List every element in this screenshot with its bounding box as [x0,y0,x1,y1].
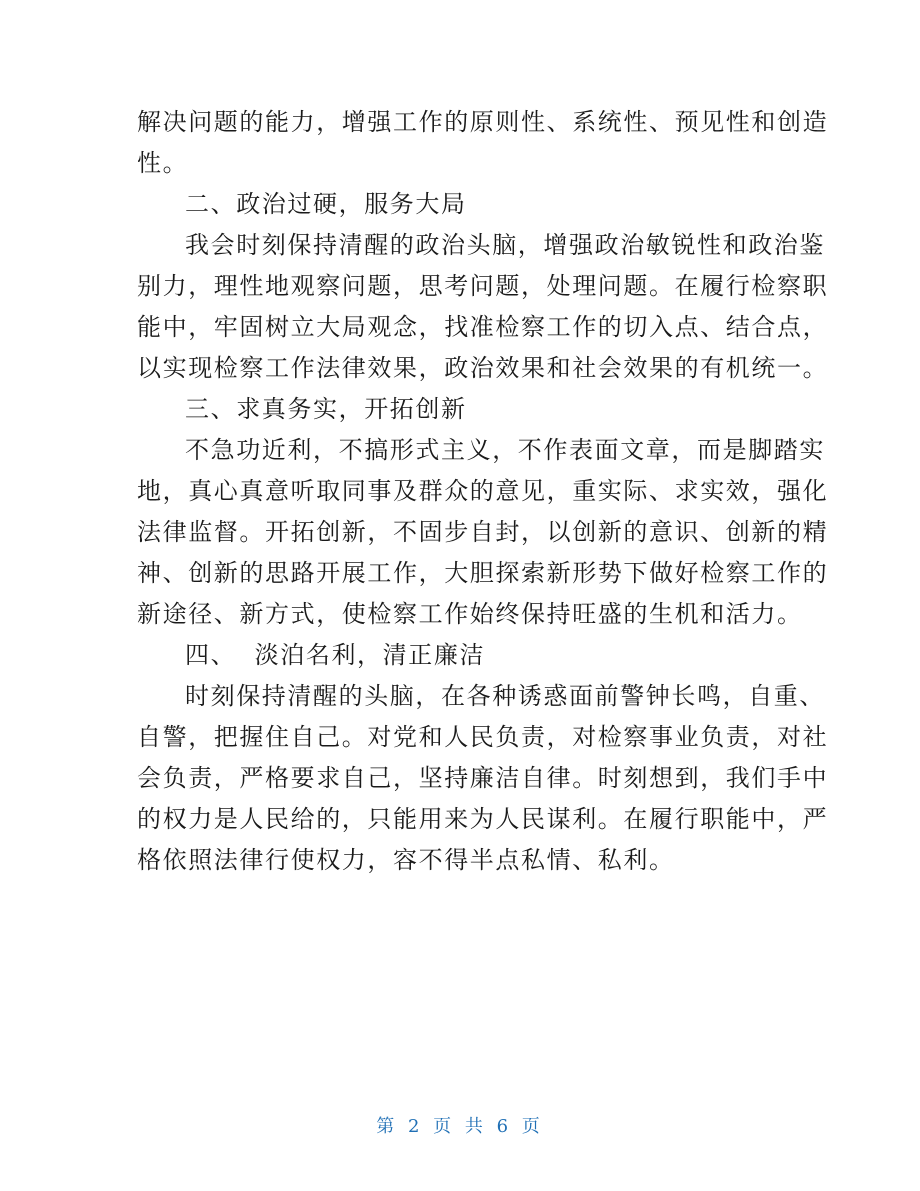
continuation-paragraph [137,102,829,184]
text-line: 别力，理性地观察问题，思考问题，处理问题。在履行检察职 [137,272,829,300]
section-heading-3: 三、求真务实，开拓创新 [185,395,467,423]
text-line: 我会时刻保持清醒的政治头脑，增强政治敏锐性和政治鉴 [185,231,825,259]
text-line: 的权力是人民给的，只能用来为人民谋利。在履行职能中，严 [137,805,829,833]
text-line: 性。 [137,149,189,177]
text-line: 能中，牢固树立大局观念，找准检察工作的切入点、结合点， [137,313,829,341]
text-line: 格依照法律行使权力，容不得半点私情、私利。 [137,846,675,874]
section-heading-4: 四、 淡泊名利，清正廉洁 [185,641,486,669]
text-line: 法律监督。开拓创新，不固步自封，以创新的意识、创新的精 [137,518,829,546]
text-line: 会负责，严格要求自己，坚持廉洁自律。时刻想到，我们手中 [137,764,829,792]
section-heading-2: 二、政治过硬，服务大局 [185,190,467,218]
text-line: 不急功近利，不搞形式主义，不作表面文章，而是脚踏实 [185,436,825,464]
text-line: 以实现检察工作法律效果，政治效果和社会效果的有机统一。 [137,354,829,382]
text-line: 新途径、新方式，使检察工作始终保持旺盛的生机和活力。 [137,600,803,628]
paragraph [137,676,829,881]
paragraph [137,430,829,635]
text-line: 时刻保持清醒的头脑，在各种诱惑面前警钟长鸣，自重、 [185,682,825,710]
page-number-footer: 第 2 页 共 6 页 [376,1116,544,1137]
text-line: 自警，把握住自己。对党和人民负责，对检察事业负责，对社 [137,723,829,751]
text-line: 地，真心真意听取同事及群众的意见，重实际、求实效，强化 [137,477,829,505]
text-line: 解决问题的能力，增强工作的原则性、系统性、预见性和创造 [137,108,829,136]
text-line: 神、创新的思路开展工作，大胆探索新形势下做好检察工作的 [137,559,829,587]
paragraph [137,225,829,389]
document-body [137,102,829,881]
